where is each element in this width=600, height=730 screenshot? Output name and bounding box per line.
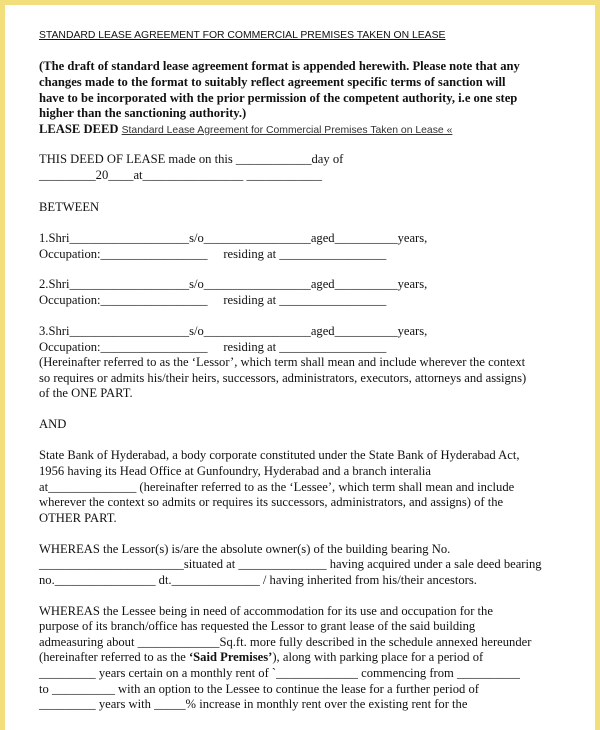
bank-clause-line-4: wherever the context so admits or requires its successors, administrators, and assigns) of the [39, 495, 504, 509]
lessor-clause-line-3: of the ONE PART. [39, 386, 133, 400]
whereas2-line-4 [39, 650, 483, 665]
whereas2-line-3: admeasuring about _____________Sq.ft. more fully described in the schedule annexed hereunder [39, 635, 532, 649]
lessor-clause-line-1: (Hereinafter referred to as the ‘Lessor’, which term shall mean and include wherever the context [39, 355, 526, 369]
bank-clause-line-1: State Bank of Hyderabad, a body corporate constituted under the State Bank of Hyderabad Act, [39, 448, 520, 462]
bank-clause-line-2: 1956 having its Head Office at Gunfoundry, Hyderabad and a branch interalia [39, 464, 432, 478]
and-heading: AND [39, 417, 67, 431]
whereas2-line-4-pre: (hereinafter referred to as the [39, 650, 189, 664]
whereas2-line-1: WHEREAS the Lessee being in need of accommodation for its use and occupation for the [39, 604, 493, 618]
lessor-1-line-2: Occupation:_________________ residing at _________________ [39, 247, 387, 261]
document-heading: STANDARD LEASE AGREEMENT FOR COMMERCIAL PREMISES TAKEN ON LEASE [39, 30, 446, 41]
between-heading: BETWEEN [39, 200, 100, 214]
lessor-2-line-2: Occupation:_________________ residing at _________________ [39, 293, 387, 307]
lessor-3-line-2: Occupation:_________________ residing at _________________ [39, 340, 387, 354]
whereas2-line-7: _________ years with _____% increase in monthly rent over the existing rent for the [39, 697, 468, 711]
whereas2-line-5: _________ years certain on a monthly rent of `_____________ commencing from __________ [39, 666, 520, 680]
intro-line-1: THIS DEED OF LEASE made on this ____________day of [39, 152, 344, 166]
intro-line-2: _________20____at________________ ____________ [39, 168, 323, 182]
note-line-3: have to be incorporated with the prior permission of the competent authority, i.e one step [39, 91, 518, 105]
note-line-4: higher than the sanctioning authority.) [39, 106, 247, 120]
whereas2-line-6: to __________ with an option to the Lessee to continue the lease for a further period of [39, 682, 479, 696]
bank-clause-line-3: at______________ (hereinafter referred to as the ‘Lessee’, which term shall mean and include [39, 480, 515, 494]
lease-deed-label: LEASE DEED [39, 122, 119, 136]
whereas2-line-2: purpose of its branch/office has requested the Lessor to grant lease of the said building [39, 619, 476, 633]
lease-deed-row [39, 122, 452, 138]
lease-deed-link[interactable]: Standard Lease Agreement for Commercial Premises Taken on Lease « [121, 125, 453, 136]
said-premises-term: ‘Said Premises’ [188, 650, 273, 664]
whereas1-line-3: no.________________ dt.______________ / having inherited from his/their ancestors. [39, 573, 477, 587]
lessor-1-line-1: 1.Shri___________________s/o_________________aged__________years, [39, 231, 428, 245]
whereas1-line-2: _______________________situated at ______________ having acquired under a sale deed bearing [39, 557, 542, 571]
bank-clause-line-5: OTHER PART. [39, 511, 117, 525]
lessor-3-line-1: 3.Shri___________________s/o_________________aged__________years, [39, 324, 428, 338]
whereas1-line-1: WHEREAS the Lessor(s) is/are the absolute owner(s) of the building bearing No. [39, 542, 451, 556]
note-line-1: (The draft of standard lease agreement format is appended herewith. Please note that any [39, 59, 520, 73]
whereas2-line-4-post: ), along with parking place for a period of [272, 650, 484, 664]
note-line-2: changes made to the format to suitably reflect agreement specific terms of sanction will [39, 75, 506, 89]
lessor-2-line-1: 2.Shri___________________s/o_________________aged__________years, [39, 277, 428, 291]
lessor-clause-line-2: so requires or admits his/their heirs, successors, administrators, executors, attorneys and assigns) [39, 371, 527, 385]
